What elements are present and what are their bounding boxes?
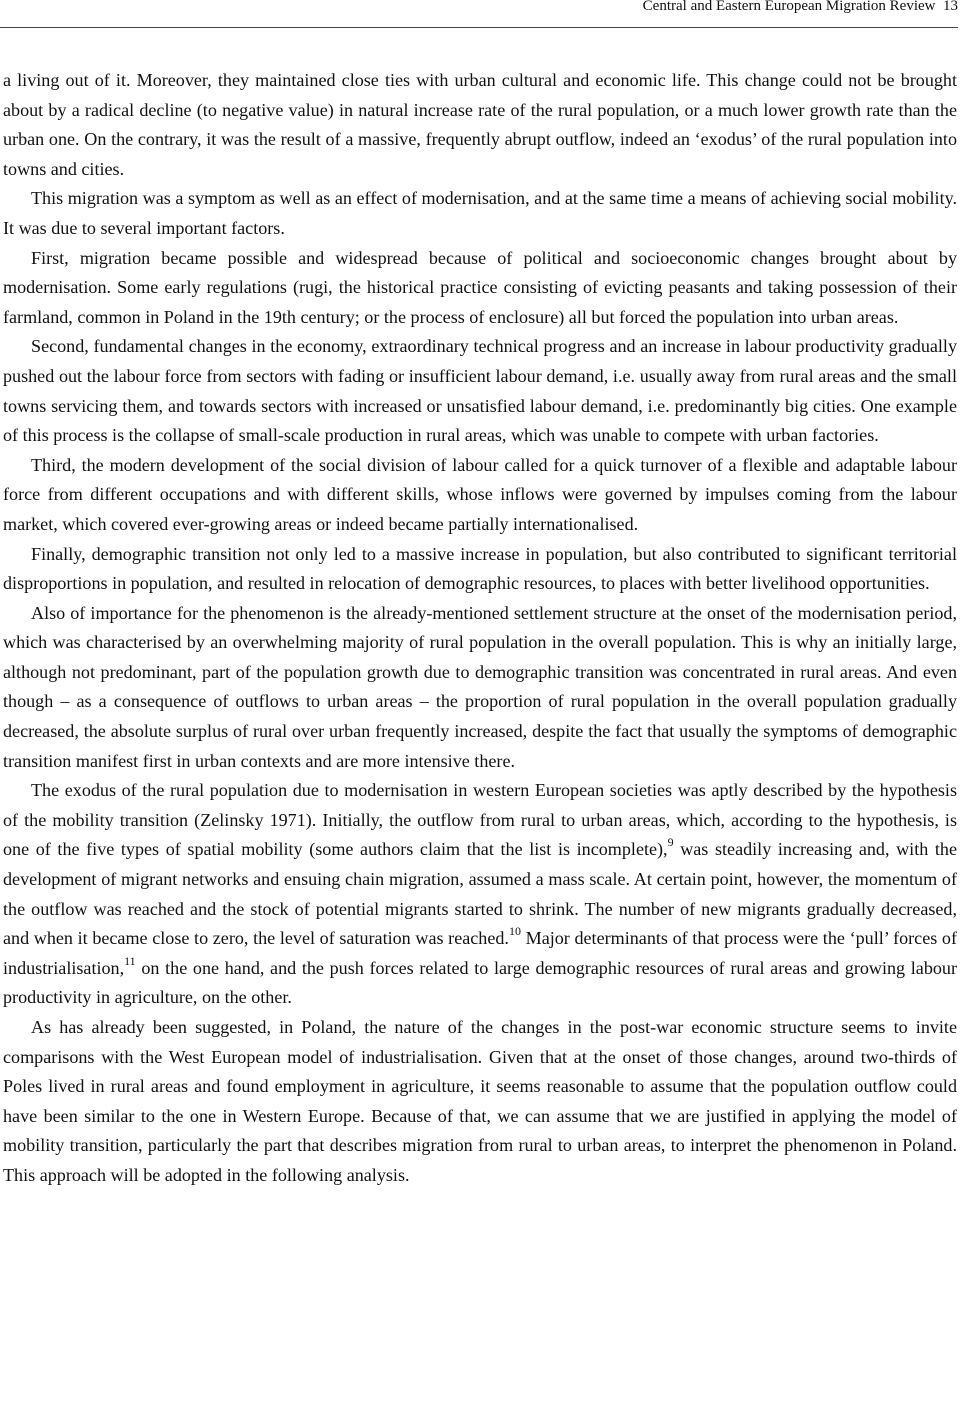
- footnote-reference[interactable]: 9: [667, 835, 674, 850]
- paragraph-text: on the one hand, and the push forces related to large demographic resources of rural areas and growing labour productivity in agriculture, on the other.: [3, 957, 957, 1008]
- body-paragraph: [3, 540, 957, 599]
- paragraph-text: Major determinants of that process were the ‘pull’ forces of industrialisation,: [3, 928, 958, 978]
- body-paragraph: [3, 244, 957, 333]
- body-paragraph: [3, 1013, 957, 1191]
- paragraph-text: Third, the modern development of the social division of labour called for a quick turnover of a flexible and adaptable labour force from different occupations and with different skills, whose inflows were governed by impulses coming from the labour market, which covered ever-growing areas or indeed became partially internationalised.: [3, 454, 957, 534]
- paragraph-text: As has already been suggested, in Poland, the nature of the changes in the post-war economic structure seems to invite comparisons with the West European model of industrialisation. Given that at the onset of those changes, around two-thirds of Poles lived in rural areas and found employment in agriculture, it seems reasonable to assume that the population outflow could have been similar to the one in Western Europe. Because of that, we can assume that we are justified in applying the model of mobility transition, particularly the part that describes migration from rural to urban areas, to interpret the phenomenon in Poland. This approach will be adopted in the following analysis.: [3, 1017, 957, 1185]
- paragraph-text: Also of importance for the phenomenon is the already-mentioned settlement structure at the onset of the modernisation period, which was characterised by an overwhelming majority of rural population in the overall population. This is why an initially large, although not predominant, part of the population growth due to demographic transition was concentrated in rural areas. And even though – as a consequence of outflows to urban areas – the proportion of rural population in the overall population gradually decreased, the absolute surplus of rural over urban frequently increased, despite the fact that usually the symptoms of demographic transition manifest first in urban contexts and are more intensive there.: [3, 602, 957, 771]
- body-paragraph: [3, 332, 957, 450]
- page-number: 13: [943, 0, 958, 14]
- journal-title: Central and Eastern European Migration Review: [642, 0, 936, 14]
- body-paragraph: [3, 451, 957, 540]
- paragraph-text: was steadily increasing and, with the development of migrant networks and ensuing chain migration, assumed a mass scale. At certain point, however, the momentum of the outflow was reached and the stock of potential migrants started to shrink. The number of new migrants gradually decreased, and when it became close to zero, the level of saturation was reached.: [3, 839, 958, 949]
- body-paragraph: [3, 66, 957, 184]
- paragraph-text: Finally, demographic transition not only led to a massive increase in population, but also contributed to significant territorial disproportions in population, and resulted in relocation of demographic resources, to places with better livelihood opportunities.: [3, 543, 957, 594]
- footnote-reference[interactable]: 11: [124, 953, 136, 968]
- body-paragraph: [3, 184, 957, 243]
- body-paragraph: [3, 599, 957, 777]
- footnote-reference[interactable]: 10: [508, 924, 521, 939]
- paragraph-text: The exodus of the rural population due to modernisation in western European societies was aptly described by the hypothesis of the mobility transition (Zelinsky 1971). Initially, the outflow from rural to urban areas, which, according to the hypothesis, is one of the five types of spatial mobility (some authors claim that the list is incomplete),: [3, 780, 957, 860]
- paragraph-text: First, migration became possible and widespread because of political and socioeconomic changes brought about by modernisation. Some early regulations (rugi, the historical practice consisting of evicting peasants and taking possession of their farmland, common in Poland in the 19th century; or the process of enclosure) all but forced the population into urban areas.: [3, 247, 957, 327]
- paragraph-text: a living out of it. Moreover, they maintained close ties with urban cultural and economic life. This change could not be brought about by a radical decline (to negative value) in natural increase rate of the rural population, or a much lower growth rate than the urban one. On the contrary, it was the result of a massive, frequently abrupt outflow, indeed an ‘exodus’ of the rural population into towns and cities.: [3, 70, 957, 179]
- running-header: [0, 0, 958, 28]
- body-paragraph: [3, 776, 957, 1013]
- paragraph-text: Second, fundamental changes in the economy, extraordinary technical progress and an increase in labour productivity gradually pushed out the labour force from sectors with fading or insufficient labour demand, i.e. usually away from rural areas and the small towns servicing them, and towards sectors with increased or unsatisfied labour demand, i.e. predominantly big cities. One example of this process is the collapse of small-scale production in rural areas, which was unable to compete with urban factories.: [3, 336, 957, 446]
- article-body: [3, 66, 957, 1191]
- paragraph-text: This migration was a symptom as well as an effect of modernisation, and at the same time a means of achieving social mobility. It was due to several important factors.: [3, 188, 957, 238]
